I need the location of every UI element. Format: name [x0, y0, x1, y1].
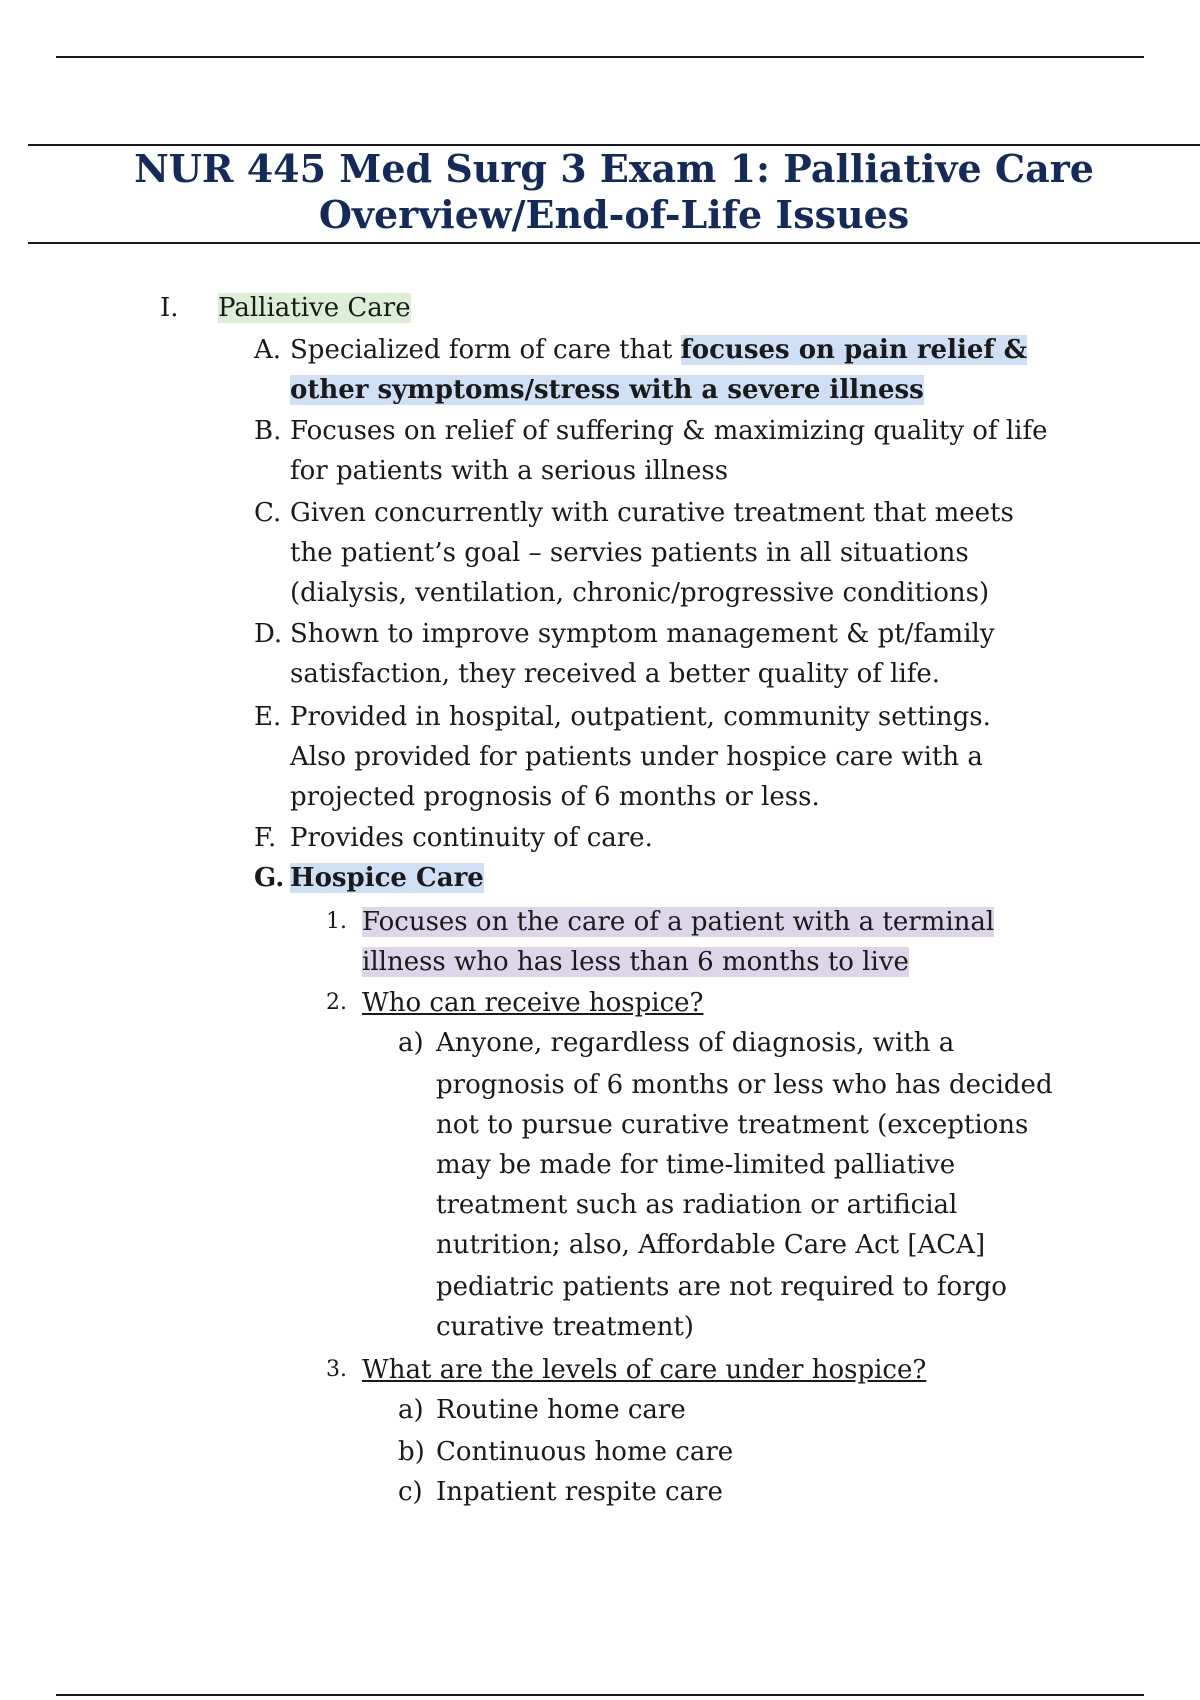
title-bottom-rule [28, 242, 1200, 244]
sub-2a-line-6: nutrition; also, Affordable Care Act [ACA] [436, 1230, 986, 1260]
item-E-line-1: Provided in hospital, outpatient, community settings. [290, 702, 991, 732]
item-C-line-2: the patient’s goal – servies patients in all situations [290, 538, 969, 568]
item-F-line-1: Provides continuity of care. [290, 823, 653, 853]
sub-2a-line-7: pediatric patients are not required to forgo [436, 1272, 1007, 1302]
sub-2a-line-8: curative treatment) [436, 1312, 694, 1342]
sub-2a-line-3: not to pursue curative treatment (exceptions [436, 1110, 1029, 1140]
item-C-line-1: Given concurrently with curative treatment that meets [290, 498, 1014, 528]
sub-3-question: What are the levels of care under hospice? [362, 1355, 927, 1385]
item-C-label: C. [254, 498, 282, 528]
document-title [28, 146, 1200, 238]
section-I-label: I. [160, 293, 179, 323]
title-line-1: NUR 445 Med Surg 3 Exam 1: Palliative Care [134, 146, 1094, 191]
footer-rule [56, 1694, 1144, 1696]
sub-3a-text: Routine home care [436, 1395, 686, 1425]
item-A-line-1 [290, 330, 1027, 370]
item-A-line-2 [290, 370, 924, 410]
item-A-highlight-2: other symptoms/stress with a severe illness [290, 375, 924, 405]
sub-3b-label: b) [398, 1437, 425, 1467]
sub-1-line-2 [362, 942, 909, 982]
sub-3a-label: a) [398, 1395, 424, 1425]
sub-3c-text: Inpatient respite care [436, 1477, 723, 1507]
item-E-line-2: Also provided for patients under hospice care with a [290, 742, 983, 772]
item-C-line-3: (dialysis, ventilation, chronic/progressive conditions) [290, 578, 990, 608]
item-A-label: A. [254, 335, 282, 365]
item-A-highlight-1: focuses on pain relief & [680, 335, 1028, 365]
sub-1-label: 1. [326, 909, 347, 934]
sub-3b-text: Continuous home care [436, 1437, 734, 1467]
sub-3c-label: c) [398, 1477, 423, 1507]
item-E-line-3: projected prognosis of 6 months or less. [290, 782, 820, 812]
item-D-label: D. [254, 619, 283, 649]
sub-2a-line-1: Anyone, regardless of diagnosis, with a [436, 1028, 955, 1058]
item-A-text: Specialized form of care that [290, 335, 681, 365]
item-D-line-2: satisfaction, they received a better quality of life. [290, 659, 941, 689]
sub-1-highlight-2: illness who has less than 6 months to live [362, 947, 909, 977]
section-I-heading [218, 288, 411, 328]
item-B-line-1: Focuses on relief of suffering & maximizing quality of life [290, 416, 1048, 446]
sub-1-line-1 [362, 902, 994, 942]
sub-2a-label: a) [398, 1028, 424, 1058]
sub-2-label: 2. [326, 990, 347, 1015]
item-D-line-1: Shown to improve symptom management & pt/family [290, 619, 995, 649]
sub-2-question: Who can receive hospice? [362, 988, 704, 1018]
sub-3-label: 3. [326, 1357, 347, 1382]
section-I-heading-text: Palliative Care [218, 293, 411, 323]
item-G-label: G. [254, 863, 285, 893]
sub-2a-line-2: prognosis of 6 months or less who has decided [436, 1070, 1053, 1100]
item-G-heading-text: Hospice Care [290, 863, 484, 893]
item-F-label: F. [254, 823, 277, 853]
sub-2a-line-4: may be made for time-limited palliative [436, 1150, 956, 1180]
item-B-line-2: for patients with a serious illness [290, 456, 729, 486]
item-B-label: B. [254, 416, 282, 446]
header-rule [56, 56, 1144, 58]
item-G-heading [290, 858, 484, 898]
sub-2a-line-5: treatment such as radiation or artificial [436, 1190, 958, 1220]
item-E-label: E. [254, 702, 282, 732]
sub-1-highlight-1: Focuses on the care of a patient with a terminal [362, 907, 995, 937]
title-line-2: Overview/End-of-Life Issues [318, 192, 910, 237]
